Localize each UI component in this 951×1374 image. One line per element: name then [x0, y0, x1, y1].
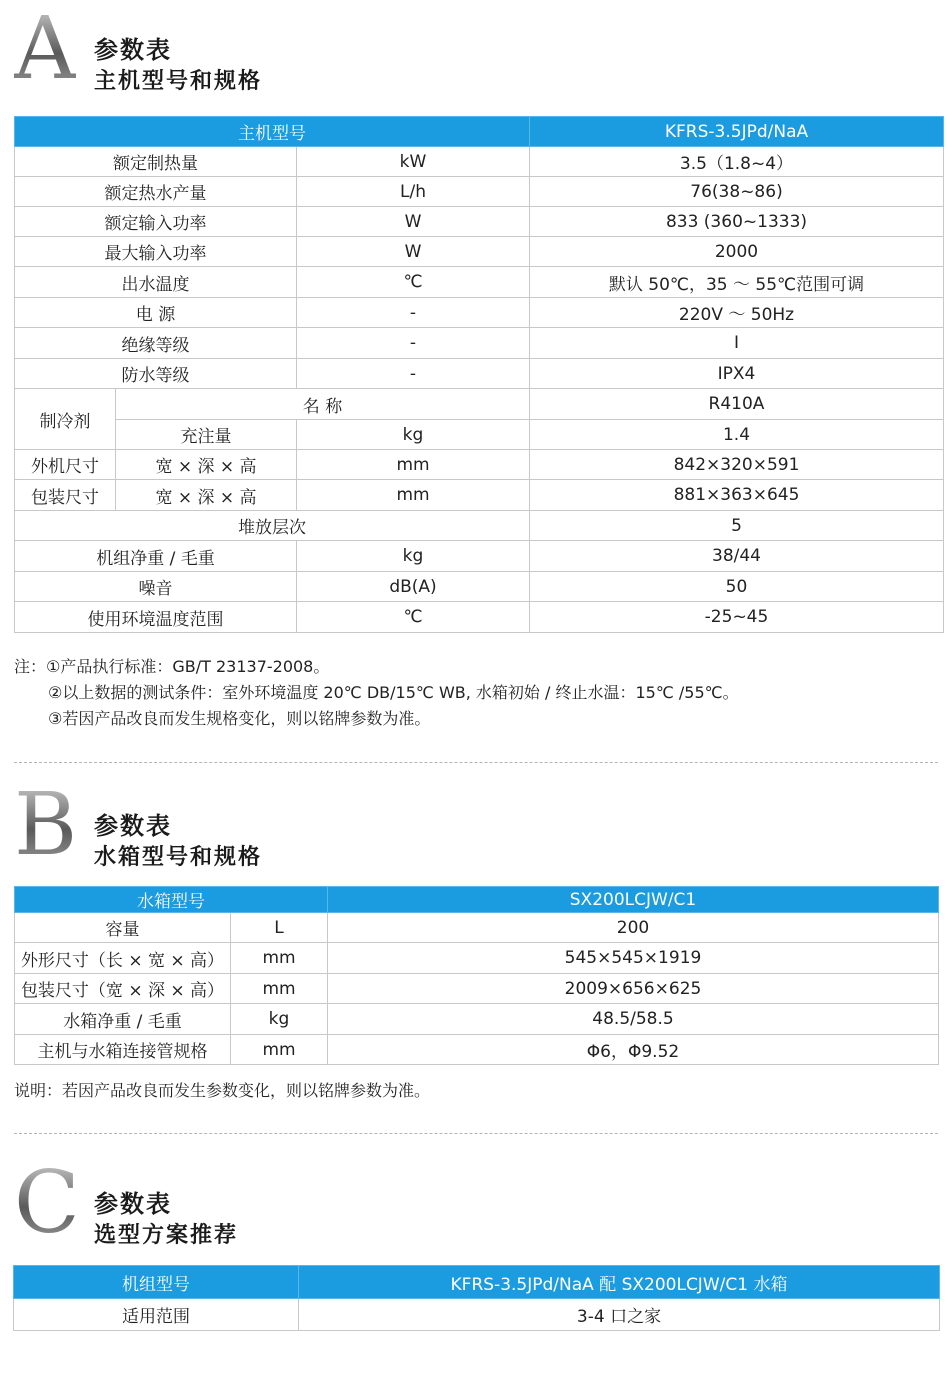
- table-row: [15, 480, 944, 511]
- outdoor-size-sub: 宽 × 深 × 高: [116, 450, 297, 480]
- row-value: 48.5/58.5: [328, 1004, 939, 1035]
- section-a-title: 参数表: [94, 36, 172, 64]
- row-value: 3.5（1.8~4）: [530, 147, 944, 177]
- row-label: 使用环境温度范围: [15, 602, 297, 633]
- table-row: [15, 1004, 939, 1035]
- refrigerant-name-label: 名 称: [116, 389, 530, 420]
- section-a-subtitle: 主机型号和规格: [94, 69, 263, 94]
- section-c-letter: C: [14, 1153, 80, 1253]
- row-label: 电 源: [15, 298, 297, 328]
- row-label: 噪音: [15, 572, 297, 602]
- table-row: [15, 298, 944, 328]
- section-c-header: [14, 1153, 414, 1254]
- row-label: 包装尺寸（宽 × 深 × 高）: [15, 974, 231, 1004]
- table-row: [15, 602, 944, 633]
- row-unit: -: [297, 298, 530, 328]
- main-unit-spec-table: [14, 116, 944, 633]
- section-b-subtitle: 水箱型号和规格: [94, 845, 263, 870]
- row-label: 适用范围: [14, 1299, 299, 1331]
- water-tank-spec-table: [14, 886, 939, 1065]
- outdoor-size-unit: mm: [297, 450, 530, 480]
- table-row: [15, 267, 944, 298]
- row-label: 额定热水产量: [15, 177, 297, 207]
- table-row: [15, 389, 944, 420]
- outdoor-size-value: 842×320×591: [530, 450, 944, 480]
- row-value: 2009×656×625: [328, 974, 939, 1004]
- divider: [14, 1133, 938, 1134]
- row-label: 主机与水箱连接管规格: [15, 1035, 231, 1065]
- row-unit: mm: [231, 943, 328, 974]
- package-size-value: 881×363×645: [530, 480, 944, 511]
- package-size-sub: 宽 × 深 × 高: [116, 480, 297, 511]
- section-b-title: 参数表: [94, 812, 172, 840]
- package-size-label: 包装尺寸: [15, 480, 116, 511]
- table-row: [15, 450, 944, 480]
- row-label: 出水温度: [15, 267, 297, 298]
- section-c-title: 参数表: [94, 1190, 172, 1218]
- row-label: 最大输入功率: [15, 237, 297, 267]
- refrigerant-charge-value: 1.4: [530, 420, 944, 450]
- row-label: 额定制热量: [15, 147, 297, 177]
- row-value: 50: [530, 572, 944, 602]
- table-row: [15, 511, 944, 541]
- divider: [14, 762, 938, 763]
- row-unit: -: [297, 359, 530, 389]
- table-row: [15, 177, 944, 207]
- table-row: [15, 913, 939, 943]
- row-value: IPX4: [530, 359, 944, 389]
- row-value: 200: [328, 913, 939, 943]
- table-row: [15, 1035, 939, 1065]
- table-header-value: KFRS-3.5JPd/NaA 配 SX200LCJW/C1 水箱: [299, 1266, 940, 1299]
- table-header-label: 机组型号: [14, 1266, 299, 1299]
- outdoor-size-label: 外机尺寸: [15, 450, 116, 480]
- table-row: [15, 359, 944, 389]
- table-row: [15, 541, 944, 572]
- table-header-label: 主机型号: [15, 117, 530, 147]
- section-a-letter: A: [14, 0, 77, 99]
- row-label: 外形尺寸（长 × 宽 × 高）: [15, 943, 231, 974]
- row-value: 38/44: [530, 541, 944, 572]
- row-unit: mm: [231, 1035, 328, 1065]
- note-line: ③若因产品改良而发生规格变化，则以铭牌参数为准。: [48, 709, 431, 728]
- section-a-header: [14, 0, 414, 100]
- stacking-value: 5: [530, 511, 944, 541]
- note-line: 注：①产品执行标准：GB/T 23137-2008。: [14, 657, 330, 676]
- row-label: 水箱净重 / 毛重: [15, 1004, 231, 1035]
- row-value: 833 (360~1333): [530, 207, 944, 237]
- row-label: 额定输入功率: [15, 207, 297, 237]
- section-b-header: [14, 775, 414, 876]
- section-a-notes: [14, 654, 739, 732]
- row-value: I: [530, 328, 944, 359]
- refrigerant-label: 制冷剂: [15, 389, 116, 450]
- stacking-label: 堆放层次: [15, 511, 530, 541]
- row-label: 机组净重 / 毛重: [15, 541, 297, 572]
- refrigerant-charge-unit: kg: [297, 420, 530, 450]
- row-value: 220V ～ 50Hz: [530, 298, 944, 328]
- row-value: 默认 50℃，35 ～ 55℃范围可调: [530, 267, 944, 298]
- row-value: Φ6，Φ9.52: [328, 1035, 939, 1065]
- row-value: 2000: [530, 237, 944, 267]
- row-label: 容量: [15, 913, 231, 943]
- refrigerant-name-value: R410A: [530, 389, 944, 420]
- table-header-label: 水箱型号: [15, 887, 328, 913]
- row-unit: W: [297, 207, 530, 237]
- row-unit: mm: [231, 974, 328, 1004]
- note-line: ②以上数据的测试条件：室外环境温度 20℃ DB/15℃ WB, 水箱初始 / 终止水温：15℃ /55℃。: [48, 683, 739, 702]
- row-unit: kg: [231, 1004, 328, 1035]
- section-c-subtitle: 选型方案推荐: [94, 1223, 239, 1248]
- table-row: [15, 328, 944, 359]
- selection-plan-table: [13, 1265, 940, 1331]
- row-unit: L/h: [297, 177, 530, 207]
- table-row: [15, 207, 944, 237]
- row-unit: -: [297, 328, 530, 359]
- table-row: [15, 237, 944, 267]
- table-row: [14, 1299, 940, 1331]
- row-unit: kg: [297, 541, 530, 572]
- row-unit: dB(A): [297, 572, 530, 602]
- refrigerant-charge-label: 充注量: [116, 420, 297, 450]
- row-value: -25~45: [530, 602, 944, 633]
- table-row: [15, 974, 939, 1004]
- row-label: 绝缘等级: [15, 328, 297, 359]
- row-unit: L: [231, 913, 328, 943]
- table-row: [15, 572, 944, 602]
- row-value: 3-4 口之家: [299, 1299, 940, 1331]
- package-size-unit: mm: [297, 480, 530, 511]
- row-unit: ℃: [297, 602, 530, 633]
- table-row: [15, 147, 944, 177]
- section-b-letter: B: [14, 775, 78, 875]
- row-unit: kW: [297, 147, 530, 177]
- table-row: [15, 420, 944, 450]
- row-value: 76(38~86): [530, 177, 944, 207]
- row-label: 防水等级: [15, 359, 297, 389]
- row-unit: W: [297, 237, 530, 267]
- section-b-note: 说明：若因产品改良而发生参数变化，则以铭牌参数为准。: [14, 1081, 431, 1100]
- row-value: 545×545×1919: [328, 943, 939, 974]
- table-header-model: KFRS-3.5JPd/NaA: [530, 117, 944, 147]
- table-row: [15, 943, 939, 974]
- row-unit: ℃: [297, 267, 530, 298]
- table-header-model: SX200LCJW/C1: [328, 887, 939, 913]
